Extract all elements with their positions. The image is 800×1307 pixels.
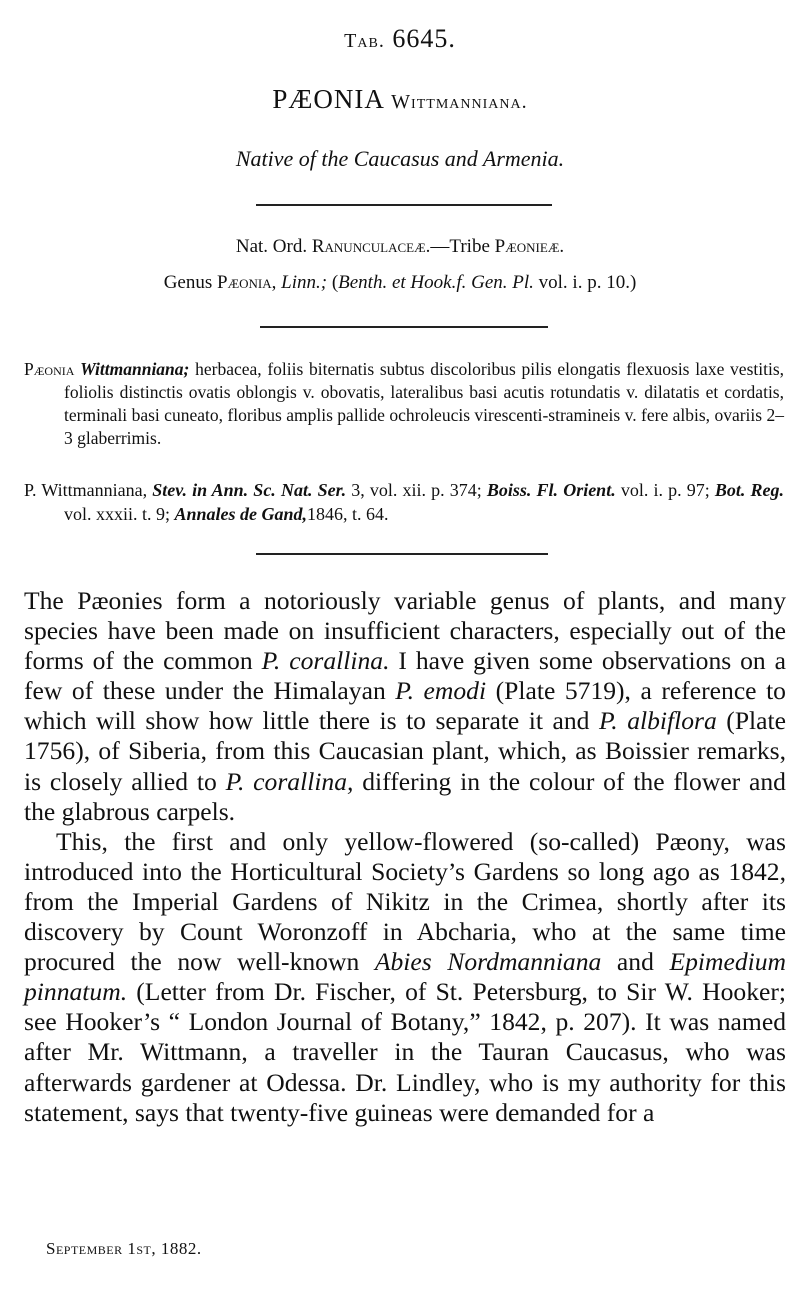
tribe-name: Pæonieæ. [494, 236, 565, 257]
synonym-ref-detail: vol. xxxii. t. 9; [64, 504, 171, 524]
native-range: Native of the Caucasus and Armenia. [235, 146, 565, 171]
paragraph [24, 586, 786, 827]
natural-order [0, 236, 800, 258]
genus-label: Genus [163, 272, 213, 293]
text-run: (Letter from Dr. Fischer, of St. Petersburg, to Sir W. Hooker; see Hooker’s “ London Journal of Botany,” 1842, p. 207). It was named after Mr. Wittmann, a traveller in the Tauran Caucasus, who was afterwards gardener at Odessa. Dr. Lindley, who is my authority for this statement, says that twenty-five guineas were demanded for a [24, 977, 786, 1127]
paragraph [24, 827, 786, 1128]
species-name: Epimedium pinnatum. [24, 947, 787, 1007]
synonym-ref: Annales de Gand, [174, 504, 308, 524]
synonym-ref-detail: 3, vol. xii. p. 374; [351, 480, 482, 500]
text-run: (Plate 5719), a reference to which will show how little there is to separate it and [24, 676, 786, 736]
diagnosis-text: herbacea, foliis biternatis subtus discoloribus pilis elongatis flexuosis laxe vestitis, foliolis distinctis ovatis oblongis v. obovatis, lateralibus basi acutis rotundatis v. dilatatis et cordatis, terminali basi cuneato, floribus amplis pallide ochroleucis virescenti-stramineis v. fere albis, ovariis 2–3 glaberrimis. [64, 359, 785, 448]
divider-rule [260, 326, 548, 328]
tribe-label: —Tribe [430, 236, 490, 257]
species-name: Abies Nordmanniana [374, 947, 602, 977]
divider-rule [256, 553, 548, 555]
latin-diagnosis [24, 358, 784, 450]
genus-ref-paren: ( [331, 272, 339, 293]
divider-rule [256, 204, 552, 206]
natord-name: Ranunculaceæ. [311, 236, 431, 257]
publication-date: September 1st, 1882. [46, 1239, 202, 1258]
genus-reference-vol: vol. i. p. 10.) [538, 272, 637, 293]
synonym-ref-detail: vol. i. p. 97; [620, 480, 710, 500]
text-run: This, the first and only yellow-flowered (so-called) Pæony, was introduced into the Horticultural Society’s Gardens so long ago as 1842, from the Imperial Gardens of Nikitz in the Crimea, shortly after its discovery by Count Woronzoff in Abcharia, who at the same time procured the now well-known [24, 826, 786, 977]
plate-number-value: 6645. [392, 24, 456, 53]
synonym-ref: Boiss. Fl. Orient. [486, 480, 616, 500]
synonymy [24, 478, 784, 526]
species-name: P. emodi [395, 676, 487, 706]
diagnosis-genus: Pæonia [24, 359, 75, 379]
text-run: (Plate 1756), of Siberia, from this Caucasian plant, which, as Boissier remarks, is closely allied to [24, 706, 786, 796]
species-title [0, 84, 800, 115]
species-name: P. albiflora [598, 706, 717, 736]
species-name: P. corallina. [261, 646, 390, 676]
body-text [24, 586, 786, 1128]
synonym-ref: Bot. Reg. [714, 480, 785, 500]
text-run: I have given some observations on a few of these under the Himalayan [24, 646, 787, 706]
title-genus: PÆONIA [272, 84, 384, 114]
synonym-ref: Stev. in Ann. Sc. Nat. Ser. [152, 480, 347, 500]
synonym-name: P. Wittmanniana, [24, 480, 148, 500]
synonym-ref-detail: 1846, t. 64. [307, 504, 389, 524]
plate-number [0, 24, 800, 54]
genus-name: Pæonia, [217, 272, 277, 293]
plate-prefix: Tab. [344, 30, 385, 52]
genus-reference: Benth. et Hook.f. Gen. Pl. [338, 272, 534, 293]
species-name: P. corallina, [225, 766, 354, 796]
natord-label: Nat. Ord. [235, 236, 308, 257]
text-run: The Pæonies form a notoriously variable genus of plants, and many species have been made on insufficient characters, especially out of the forms of the common [24, 586, 786, 676]
genus-line [0, 272, 800, 294]
diagnosis-epithet: Wittmanniana; [80, 359, 190, 379]
title-species: Wittmanniana. [391, 91, 528, 113]
text-run: differing in the colour of the flower and the glabrous carpels. [24, 766, 786, 826]
genus-authority: Linn.; [281, 272, 328, 293]
text-run: and [616, 947, 654, 977]
